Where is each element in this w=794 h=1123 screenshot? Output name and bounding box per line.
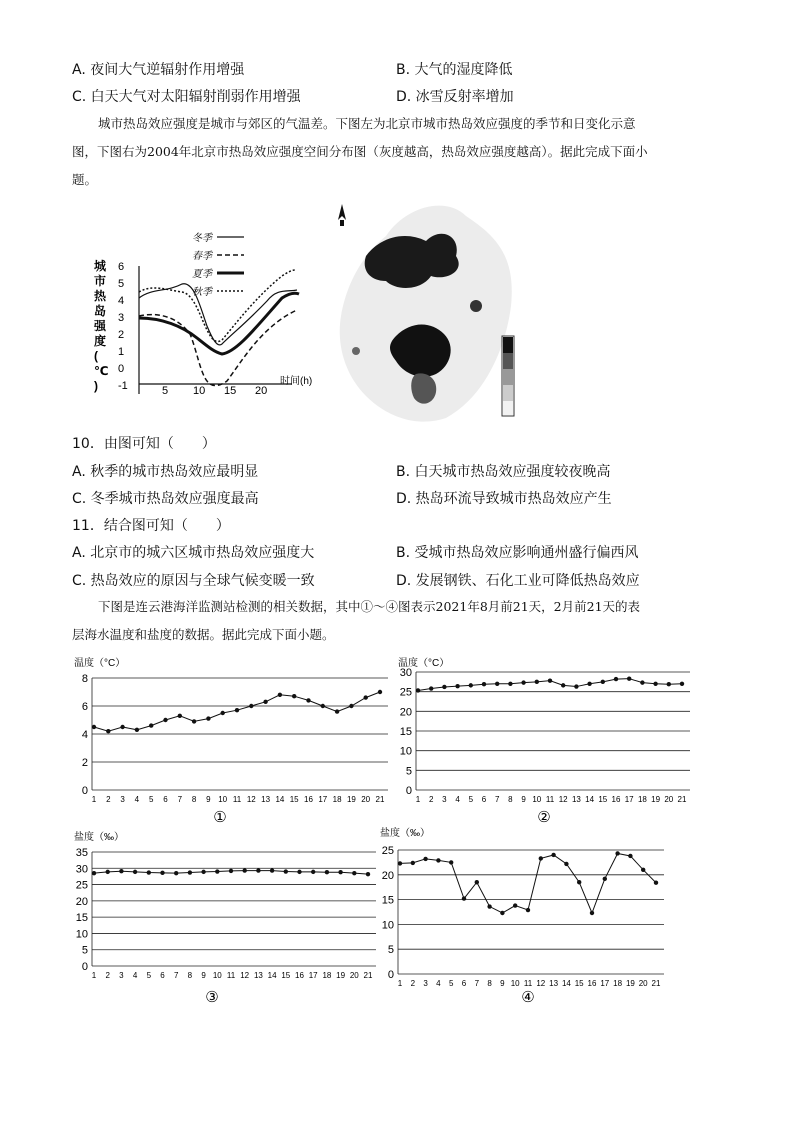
chart-ylabel: 盐度（‰）: [74, 832, 124, 843]
chart-data-point: [500, 911, 504, 915]
chart-xtick: 6: [163, 795, 168, 804]
chart-ytick: 10: [399, 745, 412, 758]
chart-xtick: 7: [474, 979, 480, 988]
chart-number-label: ②: [537, 809, 551, 824]
chart-number-label: ①: [213, 809, 227, 824]
north-arrow-icon: [338, 204, 346, 226]
beijing-heat-island-map: [326, 196, 534, 432]
chart-xtick: 7: [494, 795, 500, 804]
chart-xtick: 11: [232, 795, 242, 804]
chart-number-label: ③: [205, 989, 219, 1004]
figure-left-ytick: 6: [118, 261, 125, 273]
chart-data-point: [311, 870, 315, 874]
chart-xtick: 18: [637, 795, 647, 804]
chart-xtick: 18: [322, 971, 332, 980]
chart-ytick: 30: [75, 863, 88, 876]
chart-xtick: 10: [218, 795, 228, 804]
chart-xtick: 16: [611, 795, 621, 804]
chart-data-point: [292, 694, 296, 698]
chart-data-point: [325, 870, 329, 874]
chart-ytick: 35: [75, 847, 88, 859]
curve-autumn: [139, 270, 295, 342]
chart-data-point: [640, 680, 644, 684]
chart-data-point: [188, 870, 192, 874]
chart-3-salinity: [72, 826, 382, 1004]
chart-xtick: 19: [336, 971, 346, 980]
chart-data-point: [278, 693, 282, 697]
chart-ytick: 2: [81, 757, 88, 769]
chart-data-point: [475, 880, 479, 884]
chart-xtick: 13: [549, 979, 559, 988]
chart-data-point: [349, 704, 353, 708]
chart-data-point: [270, 868, 274, 872]
chart-xtick: 5: [468, 795, 474, 804]
chart-xtick: 6: [461, 979, 467, 988]
chart-xtick: 12: [536, 979, 546, 988]
chart-xtick: 3: [442, 795, 447, 804]
chart-ytick: 0: [81, 785, 88, 797]
chart-xtick: 2: [105, 971, 110, 980]
chart-1-temperature-august: [72, 652, 392, 824]
curve-winter: [139, 284, 297, 345]
chart-data-point: [174, 871, 178, 875]
chart-data-point: [106, 729, 110, 733]
chart-xtick: 8: [508, 795, 513, 804]
chart-data-point: [366, 872, 370, 876]
chart-data-point: [120, 725, 124, 729]
chart-xtick: 12: [240, 971, 250, 980]
chart-ytick: 15: [381, 894, 394, 907]
q11-option-b: B. 受城市热岛效应影响通州盛行偏西风: [396, 545, 639, 561]
grayscale-legend: [502, 336, 514, 416]
chart-data-point: [284, 869, 288, 873]
chart-xtick: 1: [397, 979, 403, 988]
intro1-line2: 图，下图右为2004年北京市热岛效应强度空间分布图（灰度越高，热岛效应强度越高）。据此完成下面小: [72, 144, 648, 159]
chart-xtick: 14: [561, 979, 571, 988]
q9-option-c: C. 白天大气对太阳辐射削弱作用增强: [72, 89, 301, 105]
chart-ytick: 25: [381, 845, 394, 857]
chart-ytick: 4: [81, 729, 88, 741]
chart-data-point: [539, 856, 543, 860]
chart-ytick: 30: [399, 667, 412, 679]
chart-data-point: [297, 870, 301, 874]
chart-xtick: 15: [289, 795, 299, 804]
chart-xtick: 18: [332, 795, 342, 804]
chart-data-point: [119, 869, 123, 873]
chart-xtick: 1: [91, 795, 97, 804]
chart-data-point: [462, 896, 466, 900]
q9-option-b: B. 大气的湿度降低: [396, 62, 513, 78]
chart-data-point: [614, 677, 618, 681]
chart-xtick: 9: [201, 971, 206, 980]
chart-xtick: 8: [191, 795, 197, 804]
chart-data-point: [306, 698, 310, 702]
chart-data-point: [160, 871, 164, 875]
chart-data-point: [92, 725, 96, 729]
chart-xtick: 12: [558, 795, 568, 804]
legend-summer: 夏季: [192, 269, 212, 280]
chart-xtick: 9: [500, 979, 505, 988]
chart-xtick: 2: [410, 979, 416, 988]
chart-data-point: [469, 683, 473, 687]
chart-xtick: 9: [206, 795, 211, 804]
chart-xtick: 17: [308, 971, 318, 980]
chart-xtick: 14: [585, 795, 595, 804]
chart-data-point: [149, 723, 153, 727]
chart-data-point: [449, 860, 453, 864]
legend-winter: 冬季: [192, 233, 212, 244]
chart-data-point: [574, 684, 578, 688]
chart-ytick: 5: [81, 944, 88, 957]
q10-option-c: C. 冬季城市热岛效应强度最高: [72, 491, 259, 507]
chart-2-temperature: [394, 652, 699, 824]
chart-data-point: [482, 682, 486, 686]
chart-ytick: 10: [381, 919, 394, 932]
chart-xtick: 21: [651, 979, 661, 988]
chart-xtick: 10: [212, 971, 222, 980]
q11-option-c: C. 热岛效应的原因与全球气候变暖一致: [72, 573, 315, 589]
chart-data-point: [335, 709, 339, 713]
chart-data-point: [133, 870, 137, 874]
chart-data-point: [526, 908, 530, 912]
chart-xtick: 17: [600, 979, 610, 988]
chart-xtick: 10: [510, 979, 520, 988]
chart-data-point: [667, 682, 671, 686]
figure-left-ytick: 3: [118, 312, 125, 324]
q9-option-d: D. 冰雪反射率增加: [396, 89, 514, 105]
figure-left-ylabel: 城市热岛强度( ℃ ): [94, 259, 109, 393]
chart-data-point: [215, 869, 219, 873]
chart-data-point: [564, 862, 568, 866]
chart-data-point: [561, 683, 565, 687]
chart-data-point: [201, 870, 205, 874]
chart-xtick: 4: [132, 971, 138, 980]
chart-data-point: [577, 880, 581, 884]
chart-data-point: [521, 680, 525, 684]
figure-left-xtick: 10: [193, 385, 206, 397]
chart-data-point: [641, 868, 645, 872]
chart-xtick: 20: [349, 971, 359, 980]
chart-ytick: 0: [405, 785, 412, 797]
chart-xtick: 4: [455, 795, 460, 804]
chart-xtick: 3: [119, 971, 124, 980]
chart-data-point: [263, 700, 267, 704]
chart-xtick: 17: [624, 795, 634, 804]
chart-xtick: 3: [120, 795, 125, 804]
chart-ytick: 20: [75, 895, 88, 908]
chart-data-point: [249, 704, 253, 708]
chart-xtick: 20: [638, 979, 648, 988]
chart-ytick: 6: [81, 701, 88, 713]
figure-left-xtick: 15: [224, 385, 237, 397]
chart-xtick: 1: [415, 795, 421, 804]
chart-data-point: [442, 685, 446, 689]
chart-data-point: [352, 871, 356, 875]
chart-data-point: [163, 718, 167, 722]
chart-data-point: [192, 719, 196, 723]
map-hotspot-east: [470, 300, 482, 312]
chart-data-point: [338, 870, 342, 874]
chart-data-point: [495, 682, 499, 686]
chart-xtick: 4: [134, 795, 140, 804]
chart-data-point: [436, 858, 440, 862]
chart-data-point: [551, 853, 555, 857]
chart-xtick: 21: [375, 795, 385, 804]
chart-data-point: [221, 711, 225, 715]
chart-xtick: 16: [295, 971, 304, 980]
chart-xtick: 18: [613, 979, 623, 988]
chart-xtick: 5: [448, 979, 454, 988]
q10-option-b: B. 白天城市热岛效应强度较夜晚高: [396, 464, 611, 480]
figure-left-ytick: 1: [118, 346, 125, 358]
chart-data-point: [680, 682, 684, 686]
chart-data-point: [513, 903, 517, 907]
chart-xtick: 8: [487, 979, 492, 988]
q9-option-a: A. 夜间大气逆辐射作用增强: [72, 62, 245, 78]
chart-data-point: [321, 704, 325, 708]
chart-data-point: [178, 714, 182, 718]
chart-xtick: 15: [598, 795, 608, 804]
chart-data-point: [627, 676, 631, 680]
chart-xtick: 1: [91, 971, 97, 980]
chart-xtick: 19: [651, 795, 661, 804]
chart-data-point: [423, 857, 427, 861]
chart-data-point: [654, 881, 658, 885]
chart-xtick: 3: [423, 979, 428, 988]
chart-xtick: 16: [587, 979, 597, 988]
intro1-line3: 题。: [72, 172, 98, 187]
q10-option-a: A. 秋季的城市热岛效应最明显: [72, 464, 259, 480]
map-hotspot-west: [352, 347, 360, 355]
chart-xtick: 6: [481, 795, 487, 804]
chart-xtick: 14: [267, 971, 277, 980]
chart-ytick: 25: [399, 686, 412, 699]
chart-ytick: 20: [399, 706, 412, 719]
chart-xtick: 11: [545, 795, 555, 804]
chart-xtick: 20: [664, 795, 674, 804]
chart-data-point: [135, 728, 139, 732]
q11-option-d: D. 发展钢铁、石化工业可降低热岛效应: [396, 573, 640, 589]
chart-4-salinity: [378, 822, 678, 1004]
figure-left-xtick: 20: [255, 385, 268, 397]
figure-left-ytick: 4: [118, 295, 125, 307]
chart-ytick: 8: [81, 673, 88, 685]
intro2-line2: 层海水温度和盐度的数据。据此完成下面小题。: [72, 627, 335, 642]
chart-data-point: [378, 690, 382, 694]
chart-ytick: 5: [405, 765, 412, 778]
chart-data-point: [548, 678, 552, 682]
chart-data-point: [603, 877, 607, 881]
chart-data-point: [487, 904, 491, 908]
chart-data-point: [147, 870, 151, 874]
chart-xtick: 19: [346, 795, 356, 804]
chart-xtick: 5: [146, 971, 152, 980]
figure-left-ytick: 0: [118, 363, 125, 375]
chart-data-point: [535, 680, 539, 684]
chart-xtick: 10: [532, 795, 542, 804]
chart-data-point: [243, 868, 247, 872]
chart-data-point: [398, 861, 402, 865]
chart-xtick: 4: [436, 979, 441, 988]
chart-xtick: 7: [177, 795, 183, 804]
heat-island-line-figure: [82, 226, 322, 406]
chart-xtick: 21: [677, 795, 687, 804]
chart-data-point: [455, 684, 459, 688]
chart-ytick: 5: [387, 944, 394, 957]
chart-data-point: [615, 851, 619, 855]
chart-data-point: [416, 688, 420, 692]
chart-xtick: 13: [571, 795, 581, 804]
chart-xtick: 20: [361, 795, 371, 804]
intro1-line1: 城市热岛效应强度是城市与郊区的气温差。下图左为北京市城市热岛效应强度的季节和日变化示意: [98, 116, 636, 131]
chart-ytick: 25: [75, 879, 88, 892]
chart-xtick: 15: [281, 971, 291, 980]
chart-data-point: [590, 911, 594, 915]
q11-stem: 11．结合图可知（ ）: [72, 518, 230, 534]
chart-xtick: 5: [148, 795, 154, 804]
chart-xtick: 13: [253, 971, 263, 980]
chart-xtick: 13: [261, 795, 271, 804]
chart-xtick: 11: [523, 979, 533, 988]
chart-data-point: [653, 682, 657, 686]
chart-data-point: [92, 871, 96, 875]
chart-ylabel: 温度（°C）: [74, 658, 126, 669]
chart-data-point: [587, 682, 591, 686]
chart-data-point: [411, 861, 415, 865]
chart-xtick: 11: [226, 971, 236, 980]
chart-ytick: 15: [75, 912, 88, 925]
chart-xtick: 7: [173, 971, 179, 980]
chart-xtick: 19: [625, 979, 635, 988]
chart-data-point: [628, 854, 632, 858]
chart-xtick: 14: [275, 795, 285, 804]
chart-data-point: [106, 870, 110, 874]
chart-xtick: 2: [428, 795, 434, 804]
chart-xtick: 2: [106, 795, 111, 804]
chart-data-point: [256, 868, 260, 872]
q11-option-a: A. 北京市的城六区城市热岛效应强度大: [72, 545, 315, 561]
chart-data-point: [601, 680, 605, 684]
chart-ytick: 10: [75, 928, 88, 941]
chart-xtick: 15: [574, 979, 584, 988]
legend-spring: 春季: [192, 251, 212, 262]
q10-stem: 10．由图可知（ ）: [72, 436, 216, 452]
figure-left-xtick: 5: [162, 385, 169, 397]
chart-xtick: 21: [363, 971, 373, 980]
figure-left-ytick: 2: [118, 329, 125, 341]
chart-ytick: 0: [387, 969, 394, 981]
q10-option-d: D. 热岛环流导致城市热岛效应产生: [396, 491, 612, 507]
chart-data-point: [508, 682, 512, 686]
chart-xtick: 17: [318, 795, 328, 804]
chart-data-point: [229, 869, 233, 873]
chart-ylabel: 温度（°C）: [398, 658, 450, 669]
chart-number-label: ④: [521, 989, 535, 1004]
chart-xtick: 6: [160, 971, 165, 980]
chart-data-point: [429, 686, 433, 690]
chart-data-point: [206, 716, 210, 720]
chart-ytick: 15: [399, 726, 412, 738]
legend-autumn: 秋季: [192, 287, 212, 298]
chart-ytick: 0: [81, 961, 88, 973]
figure-left-ytick: -1: [118, 380, 128, 392]
chart-xtick: 12: [246, 795, 256, 804]
chart-data-point: [235, 708, 239, 712]
figure-left-ytick: 5: [118, 278, 125, 290]
chart-ylabel: 盐度（‰）: [380, 828, 430, 839]
chart-data-point: [364, 695, 368, 699]
intro2-line1: 下图是连云港海洋监测站检测的相关数据，其中①～④图表示2021年8月前21天，2月前21天的表: [98, 599, 641, 614]
chart-xtick: 16: [304, 795, 313, 804]
chart-ytick: 20: [381, 869, 394, 882]
chart-xtick: 9: [521, 795, 526, 804]
chart-xtick: 8: [187, 971, 193, 980]
figure-left-xlabel: 时间(h): [280, 376, 313, 387]
